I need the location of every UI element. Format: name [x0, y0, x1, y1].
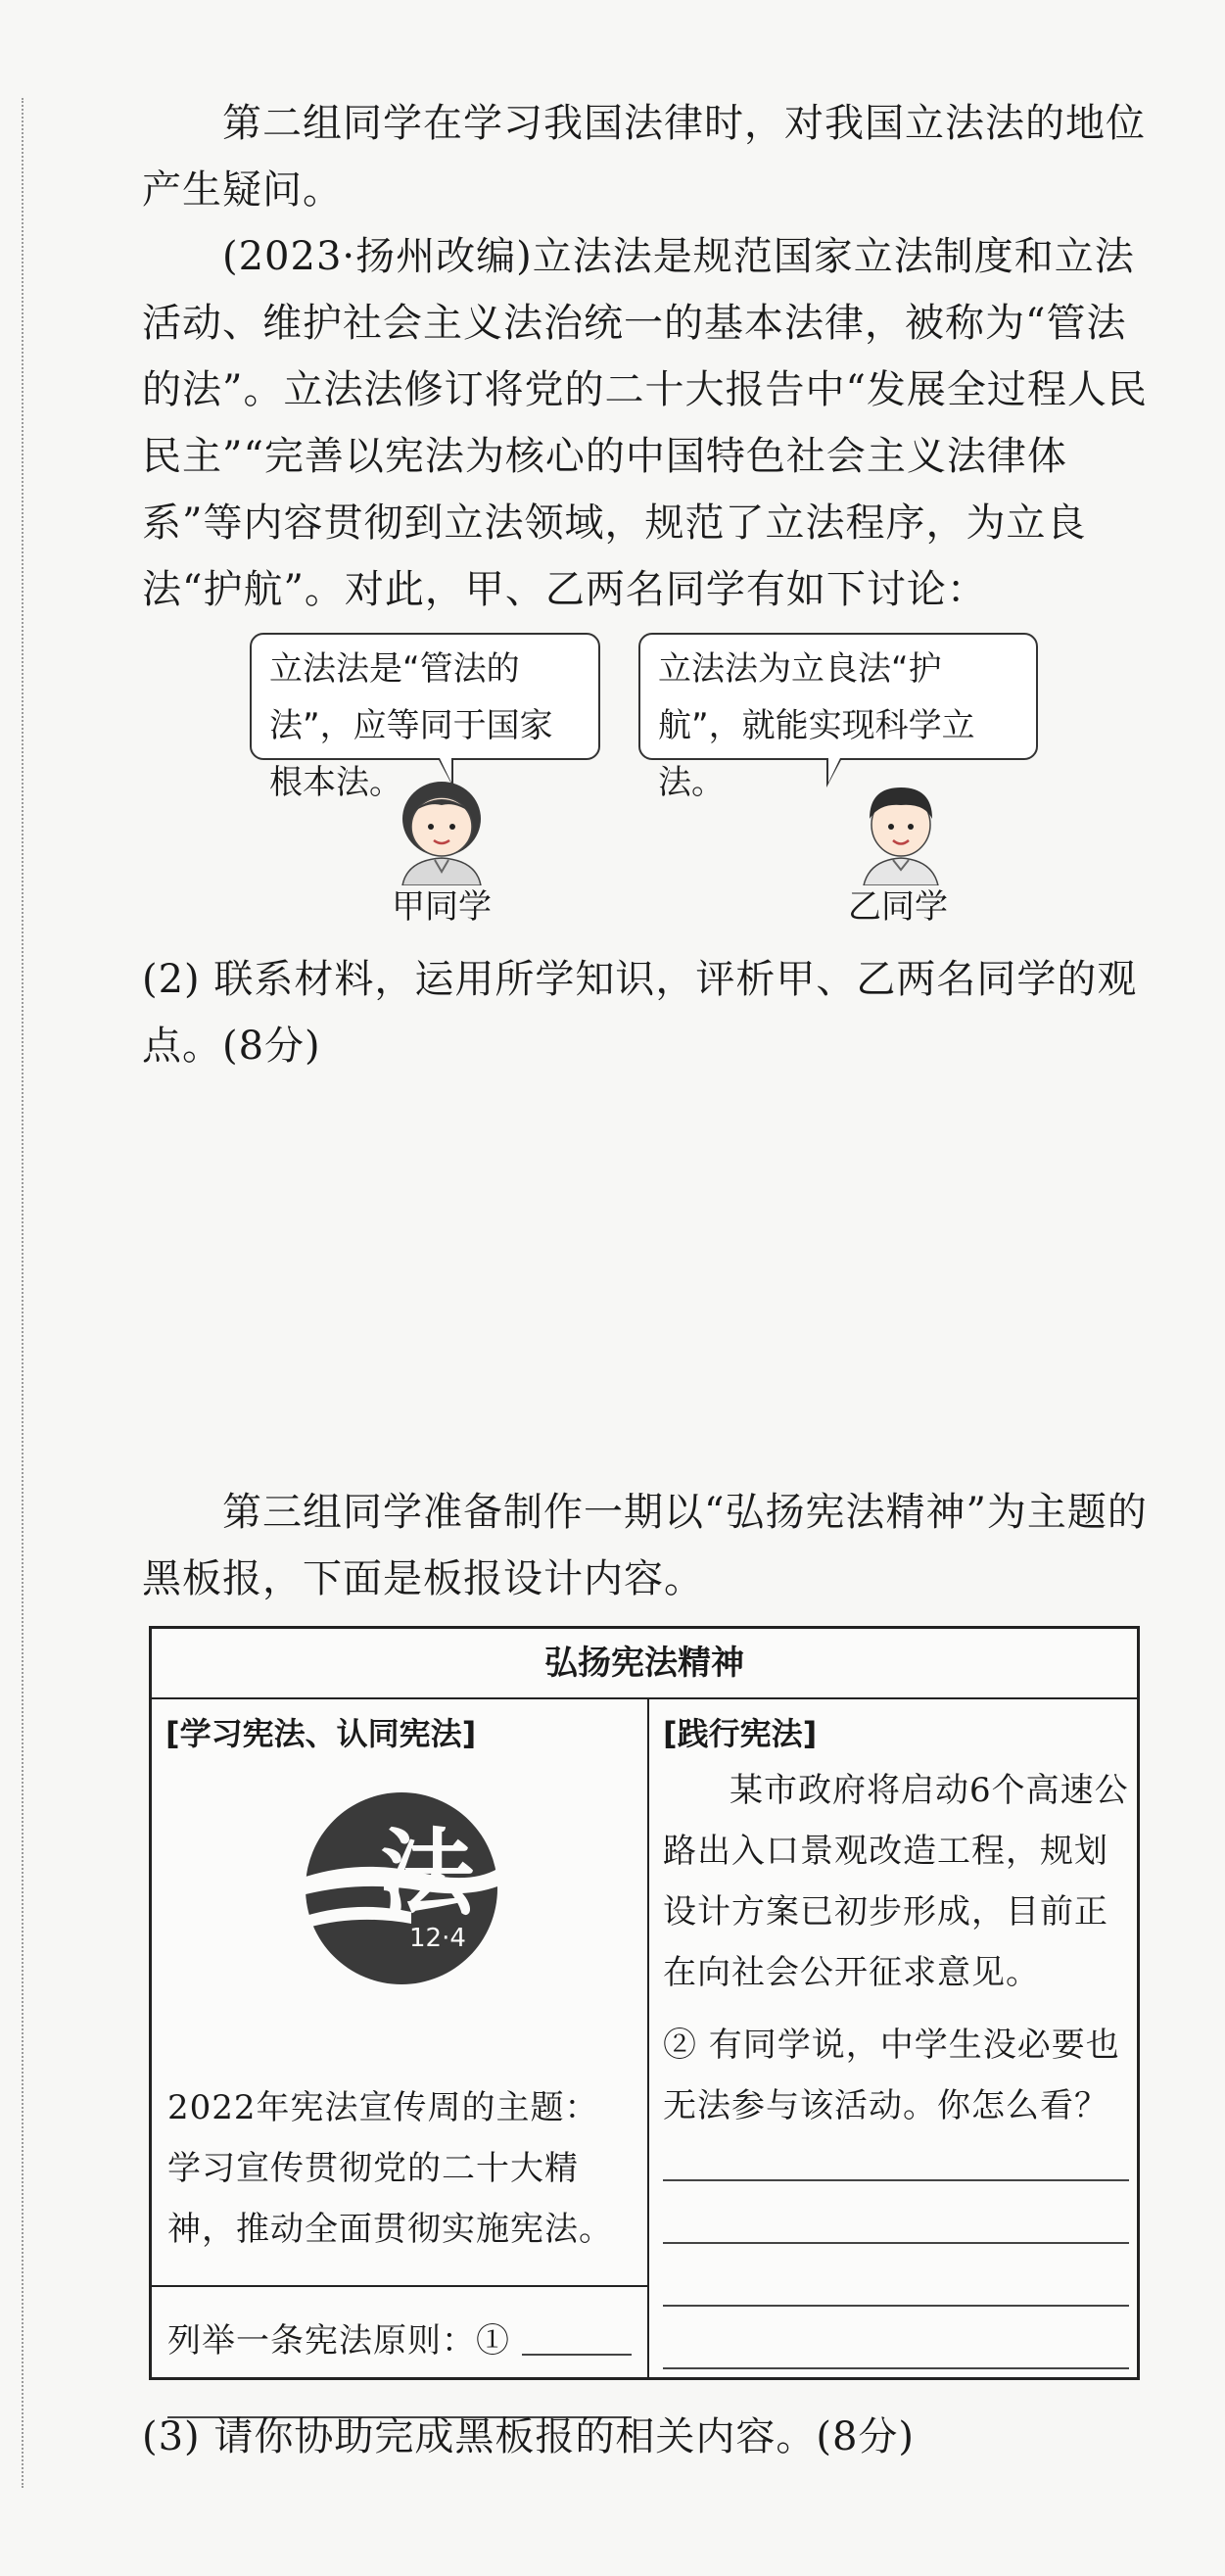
answer-line-5[interactable]: [663, 2305, 1129, 2307]
student-a-label: 甲同学: [392, 887, 492, 927]
left-prompt: 列举一条宪法原则：①: [167, 2321, 510, 2361]
speech-bubble-b: [638, 633, 1038, 802]
right-section-text: 某市政府将启动6个高速公路出入口景观改造工程，规划设计方案已初步形成，目前正在向社会公开征求意见。: [663, 1771, 1129, 1992]
constitution-day-logo: [304, 1790, 499, 1986]
group3-question: (3) 请你协助完成黑板报的相关内容。(8分): [142, 2414, 916, 2459]
student-b-label: 乙同学: [848, 887, 948, 927]
blackboard-design-table: [149, 1626, 1140, 2380]
board-title: 弘扬宪法精神: [152, 1629, 1137, 1699]
left-section-heading: [学习宪法、认同宪法]: [165, 1715, 477, 1752]
student-a-girl-illustration: [388, 776, 495, 885]
right-section-heading: [践行宪法]: [663, 1715, 818, 1752]
binding-margin-line: [22, 98, 24, 2488]
logo-date-text: 12·4: [409, 1924, 466, 1953]
answer-line-3[interactable]: [663, 2179, 1129, 2181]
student-b-boy-illustration: [852, 776, 950, 885]
speech-bubble-b-text: 立法法为立良法“护航”，就能实现科学立法。: [658, 649, 975, 802]
speech-bubble-a: [250, 633, 600, 802]
logo-glyph: 法: [380, 1819, 474, 1929]
group2-material: (2023·扬州改编)立法法是规范国家立法制度和立法活动、维护社会主义法治统一的基本法律，被称为“管法的法”。立法法修订将党的二十大报告中“发展全过程人民民主”“完善以宪法为核心的中国特色社会主义法律体系”等内容贯彻到立法领域，规范了立法程序，为立良法“护航”。对此，甲、乙两名同学有如下讨论：: [142, 234, 1148, 612]
answer-line-6[interactable]: [663, 2367, 1129, 2369]
left-divider: [152, 2285, 647, 2287]
answer-line-1[interactable]: [522, 2354, 632, 2356]
speech-bubble-a-text: 立法法是“管法的法”，应等同于国家根本法。: [269, 649, 553, 802]
board-right-column: [649, 1697, 1137, 2377]
right-question: ② 有同学说，中学生没必要也无法参与该活动。你怎么看？: [663, 2026, 1120, 2125]
answer-line-4[interactable]: [663, 2242, 1129, 2244]
left-section-text: 2022年宪法宣传周的主题：学习宣传贯彻党的二十大精神，推动全面贯彻实施宪法。: [167, 2088, 613, 2249]
group2-intro: 第二组同学在学习我国法律时，对我国立法法的地位产生疑问。: [142, 101, 1146, 213]
board-left-column: [152, 1697, 649, 2377]
group3-intro: 第三组同学准备制作一期以“弘扬宪法精神”为主题的黑板报，下面是板报设计内容。: [142, 1490, 1148, 1601]
group2-question: (2) 联系材料，运用所学知识，评析甲、乙两名同学的观点。(8分): [142, 957, 1138, 1069]
